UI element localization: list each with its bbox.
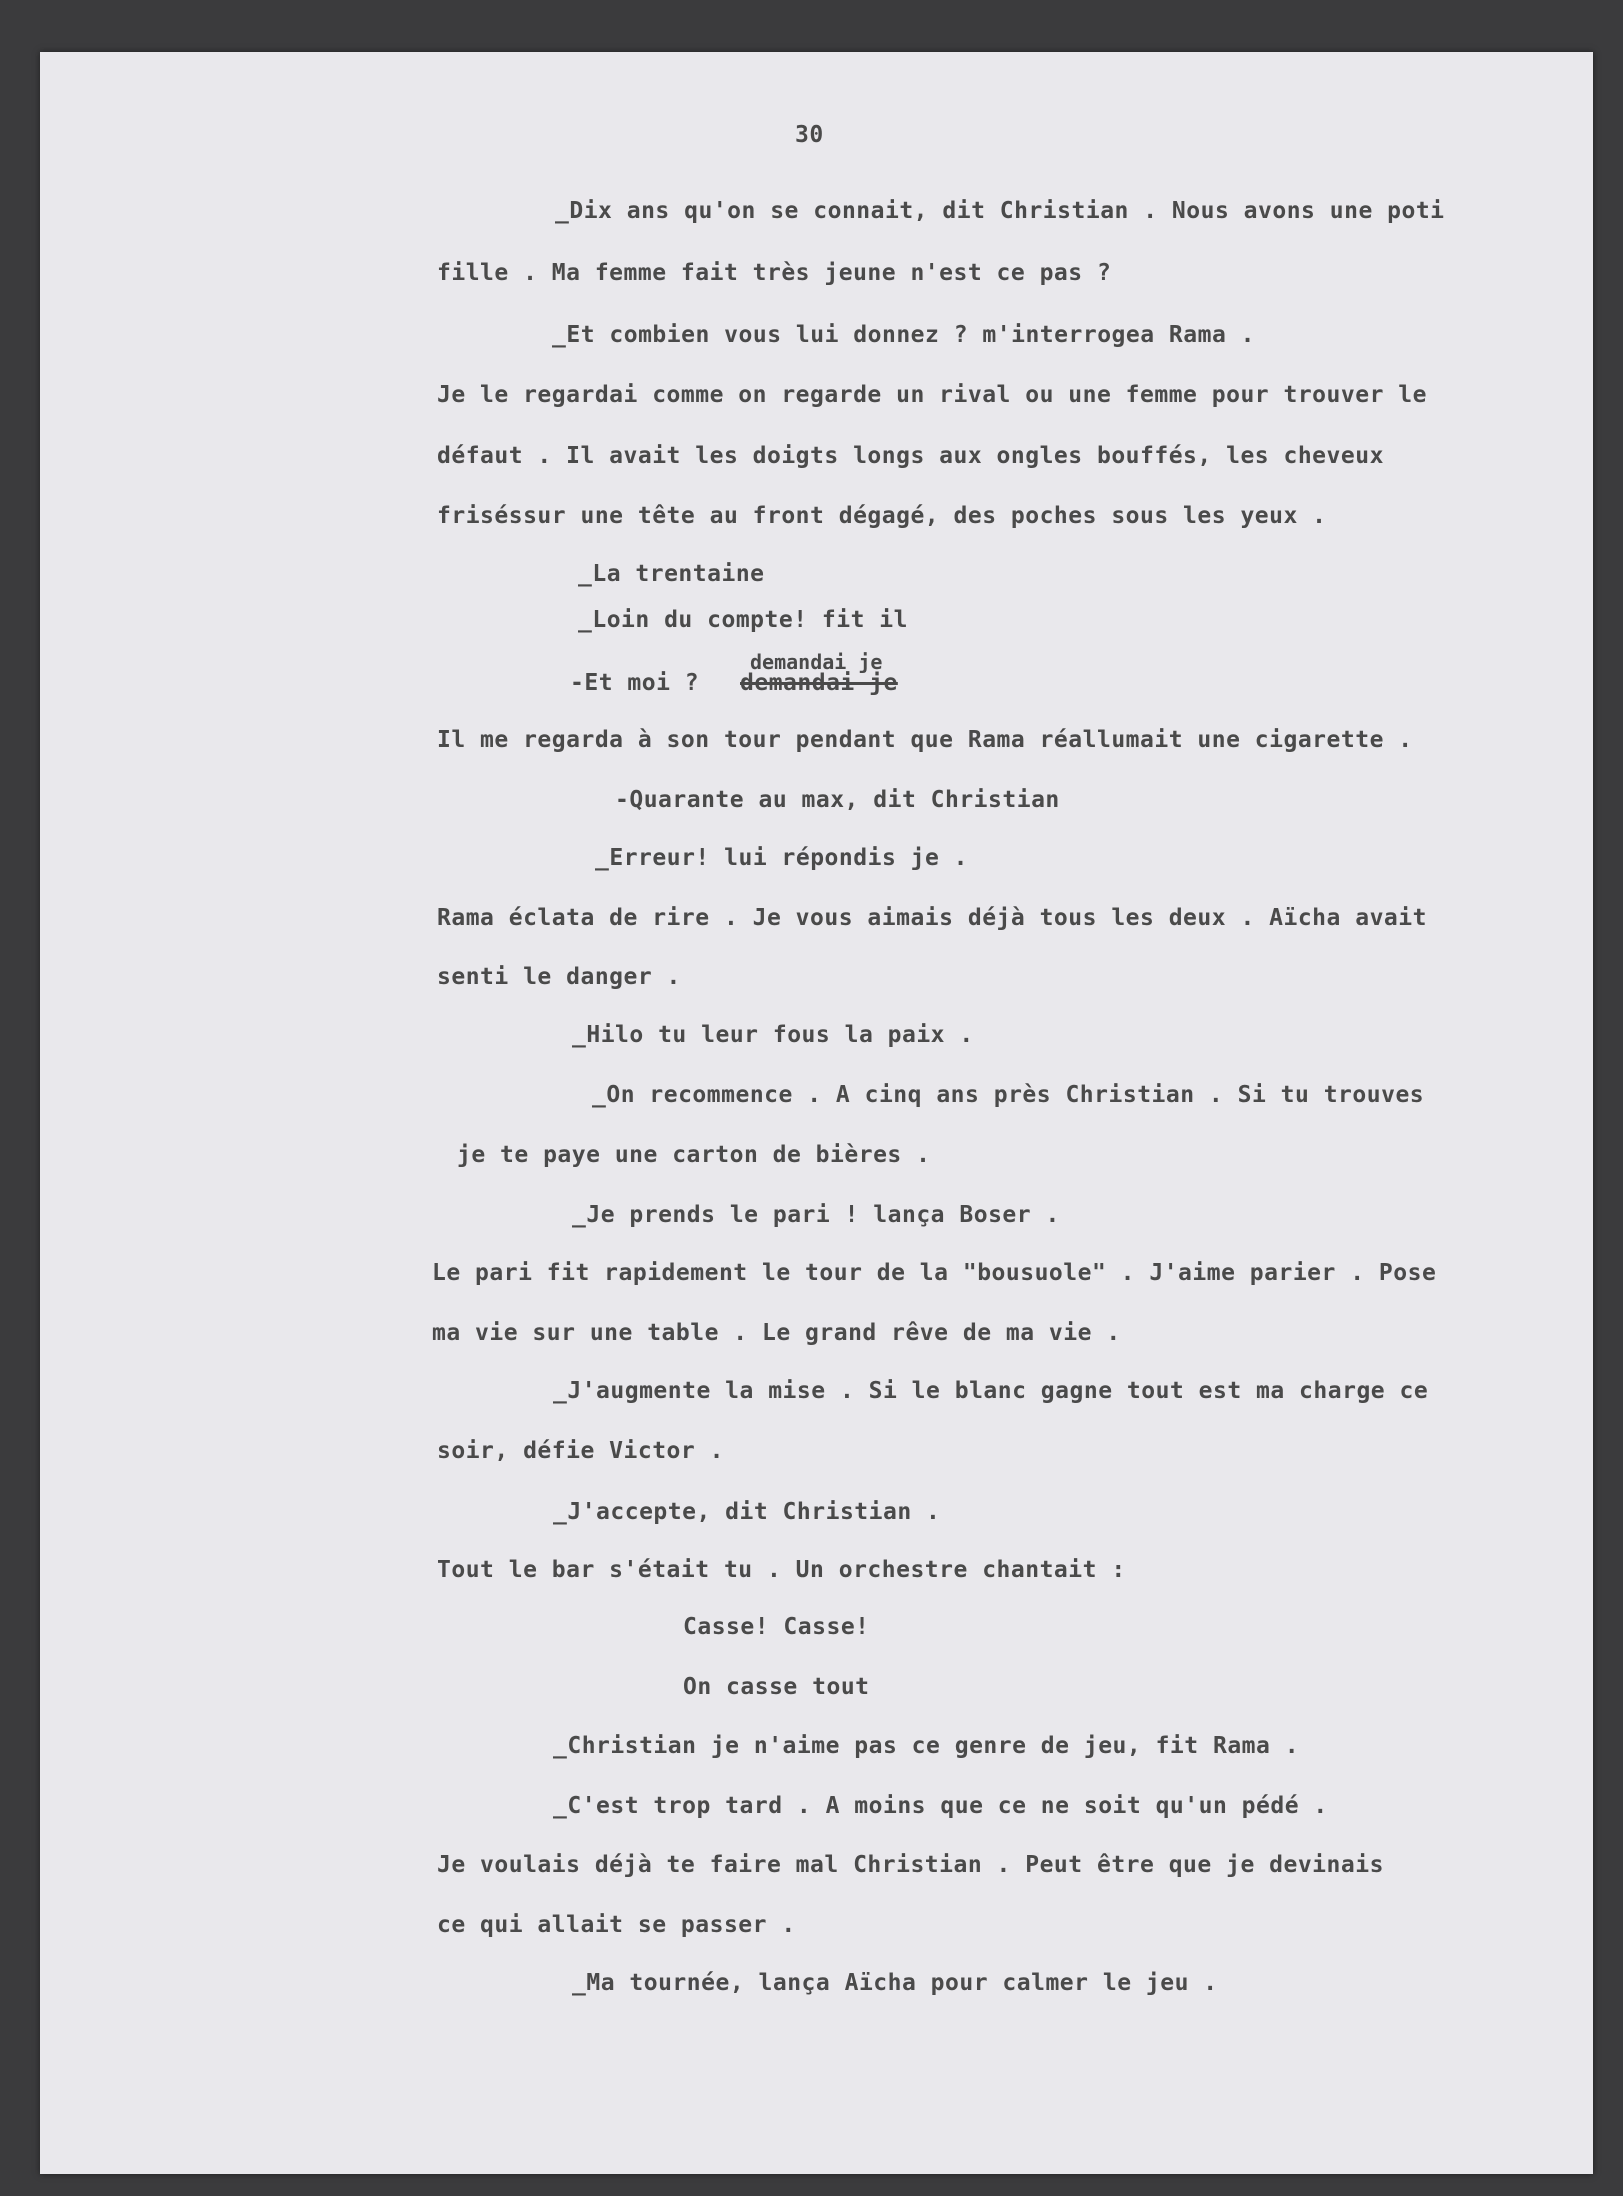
text-line: défaut . Il avait les doigts longs aux ongles bouffés, les cheveux xyxy=(437,443,1384,469)
text-line: Il me regarda à son tour pendant que Rama réallumait une cigarette . xyxy=(437,727,1413,753)
text-line: Je le regardai comme on regarde un rival ou une femme pour trouver le xyxy=(437,382,1427,408)
text-line: Rama éclata de rire . Je vous aimais déjà tous les deux . Aïcha avait xyxy=(437,905,1427,931)
text-line: _La trentaine xyxy=(578,561,765,587)
text-line: _C'est trop tard . A moins que ce ne soit qu'un pédé . xyxy=(553,1793,1328,1819)
struck-text: demandai je xyxy=(740,670,898,696)
text-line: -Et moi ? xyxy=(570,670,700,696)
text-line: _Et combien vous lui donnez ? m'interrogea Rama . xyxy=(552,322,1256,348)
text-line: je te paye une carton de bières . xyxy=(457,1142,931,1168)
text-line: _Christian je n'aime pas ce genre de jeu, fit Rama . xyxy=(553,1733,1300,1759)
text-line: _Je prends le pari ! lança Boser . xyxy=(572,1202,1060,1228)
typewritten-page xyxy=(40,52,1593,2174)
text-line: Tout le bar s'était tu . Un orchestre chantait : xyxy=(437,1557,1126,1583)
text-line: fille . Ma femme fait très jeune n'est ce pas ? xyxy=(437,260,1112,286)
text-line: _On recommence . A cinq ans près Christian . Si tu trouves xyxy=(592,1082,1425,1108)
text-line: _Erreur! lui répondis je . xyxy=(595,845,969,871)
song-lyric: On casse tout xyxy=(683,1674,870,1700)
text-line: _Dix ans qu'on se connait, dit Christian . Nous avons une poti xyxy=(555,198,1445,224)
handwritten-insertion: demandai je xyxy=(750,650,883,674)
page-number: 30 xyxy=(795,122,824,148)
text-line: _Loin du compte! fit il xyxy=(578,607,908,633)
text-line: senti le danger . xyxy=(437,964,681,990)
song-lyric: Casse! Casse! xyxy=(683,1614,870,1640)
text-line: Je voulais déjà te faire mal Christian . Peut être que je devinais xyxy=(437,1852,1384,1878)
text-line: _Ma tournée, lança Aïcha pour calmer le jeu . xyxy=(572,1970,1218,1996)
text-line: friséssur une tête au front dégagé, des poches sous les yeux . xyxy=(437,503,1327,529)
text-line: ma vie sur une table . Le grand rêve de ma vie . xyxy=(432,1320,1121,1346)
text-line: _J'accepte, dit Christian . xyxy=(553,1499,941,1525)
text-line: -Quarante au max, dit Christian xyxy=(615,787,1060,813)
text-line: _Hilo tu leur fous la paix . xyxy=(572,1022,974,1048)
text-line: ce qui allait se passer . xyxy=(437,1912,796,1938)
text-line: Le pari fit rapidement le tour de la "bousuole" . J'aime parier . Pose xyxy=(432,1260,1437,1286)
text-line: _J'augmente la mise . Si le blanc gagne tout est ma charge ce xyxy=(553,1378,1429,1404)
text-line: soir, défie Victor . xyxy=(437,1438,724,1464)
